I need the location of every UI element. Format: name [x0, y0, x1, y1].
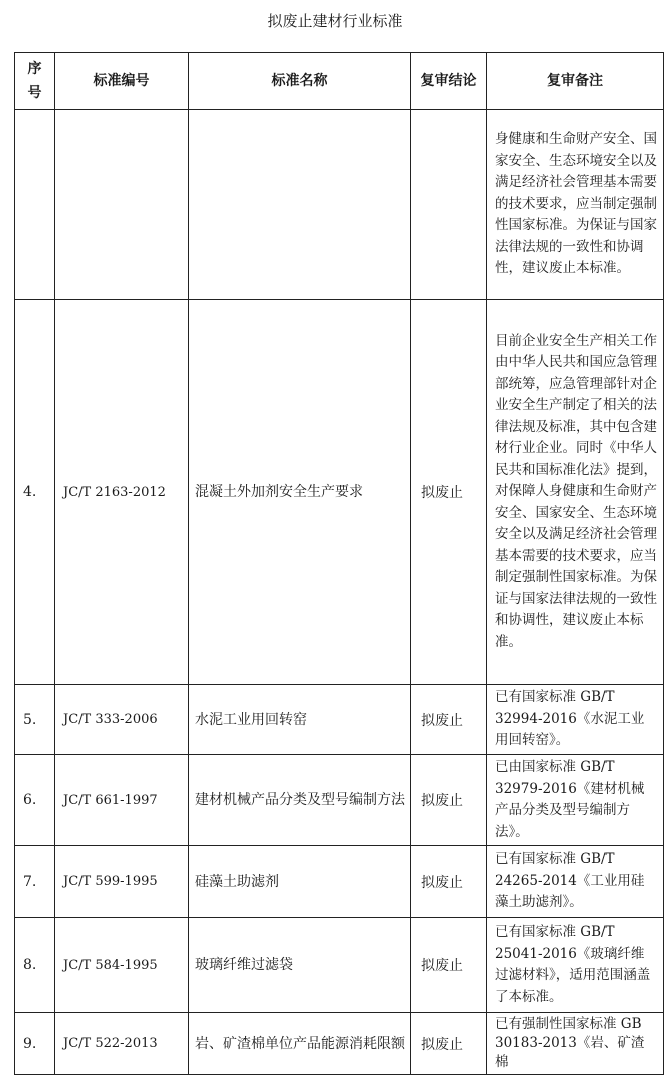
row-code: JC/T 522-2013 [55, 1013, 189, 1075]
row-name [189, 110, 411, 300]
row-name: 岩、矿渣棉单位产品能源消耗限额 [189, 1013, 411, 1075]
row-remark: 已有国家标准 GB/T 32994-2016《水泥工业用回转窑》。 [487, 685, 664, 755]
row-conclusion: 拟废止 [411, 918, 487, 1013]
row-conclusion: 拟废止 [411, 1013, 487, 1075]
table-row [15, 685, 664, 755]
row-code: JC/T 599-1995 [55, 846, 189, 918]
header-name: 标准名称 [189, 53, 411, 110]
table-row [15, 846, 664, 918]
row-code [55, 110, 189, 300]
row-code: JC/T 661-1997 [55, 755, 189, 846]
table-row [15, 918, 664, 1013]
row-remark: 已由国家标准 GB/T 32979-2016《建材机械产品分类及型号编制方法》。 [487, 755, 664, 846]
row-code: JC/T 2163-2012 [55, 300, 189, 685]
table-row [15, 110, 664, 300]
table-row [15, 300, 664, 685]
header-remark: 复审备注 [487, 53, 664, 110]
row-seq [15, 110, 55, 300]
row-seq: 8. [15, 918, 55, 1013]
row-conclusion [411, 110, 487, 300]
row-remark: 已有强制性国家标准 GB 30183-2013《岩、矿渣棉 [487, 1013, 664, 1075]
row-code: JC/T 584-1995 [55, 918, 189, 1013]
document-title: 拟废止建材行业标准 [267, 12, 403, 30]
row-name: 水泥工业用回转窑 [189, 685, 411, 755]
row-name: 混凝土外加剂安全生产要求 [189, 300, 411, 685]
header-conclusion: 复审结论 [411, 53, 487, 110]
row-seq: 6. [15, 755, 55, 846]
header-code: 标准编号 [55, 53, 189, 110]
row-conclusion: 拟废止 [411, 755, 487, 846]
row-seq: 9. [15, 1013, 55, 1075]
table-header-row [15, 53, 664, 110]
row-name: 硅藻土助滤剂 [189, 846, 411, 918]
row-remark: 已有国家标准 GB/T 25041-2016《玻璃纤维过滤材料》，适用范围涵盖了本标准。 [487, 918, 664, 1013]
table-row [15, 1013, 664, 1075]
row-remark: 目前企业安全生产相关工作由中华人民共和国应急管理部统筹，应急管理部针对企业安全生产制定了相关的法律法规及标准，其中包含建材行业企业。同时《中华人民共和国标准化法》提到，对保障人身健康和生命财产安全、国家安全、生态环境安全以及满足经济社会管理基本需要的技术要求，应当制定强制性国家标准。为保证与国家法律法规的一致性和协调性，建议废止本标准。 [487, 300, 664, 685]
row-seq: 5. [15, 685, 55, 755]
row-seq: 4. [15, 300, 55, 685]
table-row [15, 755, 664, 846]
row-remark: 身健康和生命财产安全、国家安全、生态环境安全以及满足经济社会管理基本需要的技术要求，应当制定强制性国家标准。为保证与国家法律法规的一致性和协调性，建议废止本标准。 [487, 110, 664, 300]
row-conclusion: 拟废止 [411, 685, 487, 755]
header-seq: 序号 [15, 53, 55, 110]
row-name: 玻璃纤维过滤袋 [189, 918, 411, 1013]
row-conclusion: 拟废止 [411, 300, 487, 685]
row-seq: 7. [15, 846, 55, 918]
row-remark: 已有国家标准 GB/T 24265-2014《工业用硅藻土助滤剂》。 [487, 846, 664, 918]
standards-table [14, 52, 664, 1075]
row-code: JC/T 333-2006 [55, 685, 189, 755]
row-conclusion: 拟废止 [411, 846, 487, 918]
row-name: 建材机械产品分类及型号编制方法 [189, 755, 411, 846]
